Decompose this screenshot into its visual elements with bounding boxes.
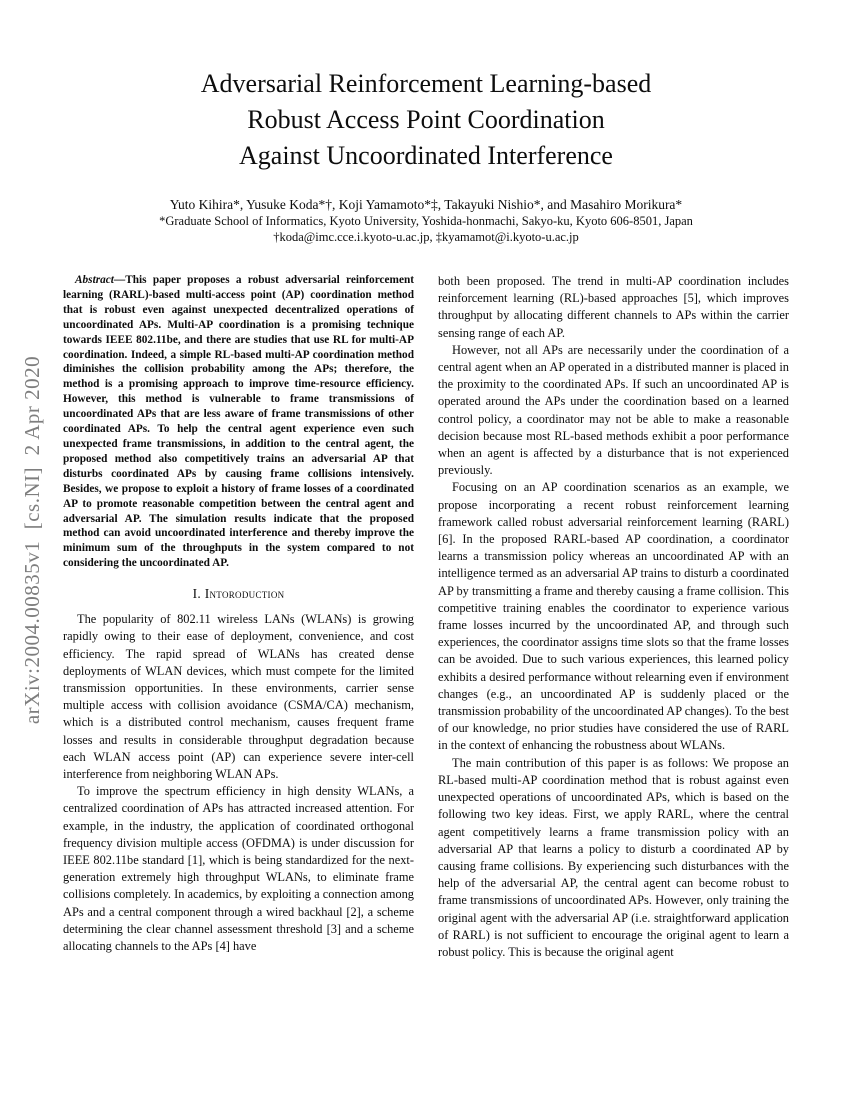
right-column xyxy=(438,273,789,961)
right-paragraph-2: However, not all APs are necessarily under the coordination of a central agent when an AP operated in a distributed manner is placed in the proximity to the coordinated APs. If such an uncoordinated AP is operated around the APs under the coordination based on a learned control policy, a coordinator may not be able to make a reasonable decision because most RL-based methods exhibit a poor performance when an agent is affected by a disturbance that is not experienced previously. xyxy=(438,342,789,478)
section-heading-introduction: I. Intoroduction xyxy=(192,586,285,602)
paper-content xyxy=(63,0,789,961)
intro-paragraph-2: To improve the spectrum efficiency in high density WLANs, a centralized coordination of APs has attracted increased attention. For example, in the industry, the application of coordinated orthogonal frequency division multiple access (OFDMA) is under discussion for IEEE 802.11be standard [1], which is being standardized for the next-generation extremely high throughput WLANs, to eliminate frame collisions completely. In academics, by exploiting a connection among APs and a central component through a wired backhaul [2], a scheme determining the clear channel assessment threshold [3] and a scheme allocating channels to the APs [4] have xyxy=(63,784,414,953)
affiliation-line: *Graduate School of Informatics, Kyoto University, Yoshida-honmachi, Sakyo-ku, Kyoto 606-8501, Japan xyxy=(159,214,693,228)
right-paragraph-1: both been proposed. The trend in multi-AP coordination includes reinforcement learning (RL)-based approaches [5], which improves throughput by allocating different channels to APs within the carrier sensing range of each AP. xyxy=(438,274,789,340)
title-line-2: Robust Access Point Coordination xyxy=(247,105,605,134)
intro-paragraph-1: The popularity of 802.11 wireless LANs (WLANs) is growing rapidly owing to their ease of deployment, convenience, and cost efficiency. The rapid spread of WLANs has created dense deployments of WLAN devices, which must compete for the limited transmission opportunities. In these environments, carrier sense multiple access with collision avoidance (CSMA/CA) mechanism, which is a distributed control mechanism, causes frequent frame losses and results in considerable throughput degradation because each WLAN access point (AP) can experience severe inter-cell interference from neighboring WLAN APs. xyxy=(63,612,414,781)
abstract-paragraph xyxy=(63,273,414,571)
arxiv-watermark: arXiv:2004.00835v1 [cs.NI] 2 Apr 2020 xyxy=(20,355,44,725)
paper-title xyxy=(63,66,789,174)
right-paragraph-3: Focusing on an AP coordination scenarios as an example, we propose incorporating a recent robust reinforcement learning framework called robust adversarial reinforcement learning (RARL) [6]. In the proposed RARL-based AP coordination, a coordinator learns a transmission policy whereas an uncoordinated AP with an intelligence termed as an adversarial AP trains to disturb a coordinated AP by transmitting a frame and thereby causing a frame collision. This competitive training enables the coordinator to experience various frame losses incurred by the uncoordinated AP, and through such experiences, the coordinator assigns time slots so that the frame losses can be avoided. Due to such various experiences, this learned policy exhibits a desired performance without relearning even if environment changes (e.g., an uncoordinated AP is suddenly placed or the transmission probability of the uncoordinated AP changes). To the best of our knowledge, no prior studies have considered the use of RARL in the context of enhancing the robustness about WLANs. xyxy=(438,480,789,753)
title-line-3: Against Uncoordinated Interference xyxy=(239,141,613,170)
emails-line: †koda@imc.cce.i.kyoto-u.ac.jp, ‡kyamamot@i.kyoto-u.ac.jp xyxy=(273,230,579,244)
abstract-label: Abstract xyxy=(75,274,114,286)
right-paragraph-4: The main contribution of this paper is as follows: We propose an RL-based multi-AP coordination method that is robust against even unexpected operations of uncoordinated APs, which is based on the following two key ideas. First, we apply RARL, where the central agent competitively learns a frame transmission policy with an adversarial AP that learns a policy to disturb a coordinated AP by causing frame collisions. By experiencing such disturbances with the help of the adversarial AP, the central agent can become robust to frame transmissions of uncoordinated APs. However, only training the original agent with the adversarial AP (i.e. straightforward application of RARL) is not sufficient to encourage the original agent to learn a robust policy. This is because the original agent xyxy=(438,755,789,959)
author-block xyxy=(63,196,789,245)
left-column xyxy=(63,273,414,961)
abstract-text: —This paper proposes a robust adversarial reinforcement learning (RARL)-based multi-access point (AP) coordination method that is robust even against unexpected decentralized operations of uncoordinated APs. Multi-AP coordination is a promising technique towards IEEE 802.11be, and there are studies that use RL for multi-AP coordination. Indeed, a simple RL-based multi-AP coordination method diminishes the collision probability among the APs; therefore, the method is a promising approach to improve time-resource efficiency. However, this method is vulnerable to frame transmissions of uncoordinated APs that are less aware of frame transmissions of other coordinated APs. To help the central agent experience even such unexpected frame transmissions, in addition to the central agent, the proposed method also competitively trains an adversarial AP that disturbs coordinated APs by causing frame collisions intensively. Besides, we propose to exploit a history of frame losses of a coordinated AP to promote reasonable competition between the central agent and adversarial AP. The simulation results indicate that the proposed method can avoid uncoordinated interference and thereby improve the minimum sum of the throughputs in the system compared to not considering the uncoordinated AP. xyxy=(63,274,414,570)
title-line-1: Adversarial Reinforcement Learning-based xyxy=(200,69,652,98)
authors-line: Yuto Kihira*, Yusuke Koda*†, Koji Yamamoto*‡, Takayuki Nishio*, and Masahiro Morikura* xyxy=(169,197,683,212)
two-column-body xyxy=(63,273,789,961)
